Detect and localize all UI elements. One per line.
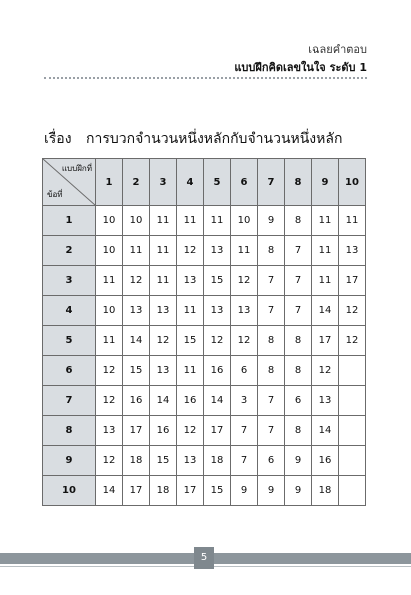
answer-cell: 7: [285, 236, 312, 266]
answer-cell: 13: [177, 446, 204, 476]
answer-cell: 7: [231, 446, 258, 476]
column-header: 2: [123, 159, 150, 206]
answer-cell: 15: [150, 446, 177, 476]
answer-cell: 16: [150, 416, 177, 446]
answer-cell: 12: [312, 356, 339, 386]
column-header: 5: [204, 159, 231, 206]
answer-cell: [339, 356, 366, 386]
answer-cell: 11: [177, 356, 204, 386]
answer-key-label: เฉลยคำตอบ: [308, 43, 367, 56]
answer-cell: 7: [285, 266, 312, 296]
answer-cell: 13: [177, 266, 204, 296]
answer-cell: 10: [123, 206, 150, 236]
answer-cell: 18: [150, 476, 177, 506]
answer-cell: 17: [177, 476, 204, 506]
answer-cell: 7: [258, 386, 285, 416]
answer-cell: 13: [231, 296, 258, 326]
table-row: [43, 206, 366, 236]
row-header: 5: [43, 326, 96, 356]
answer-cell: 9: [231, 476, 258, 506]
answer-cell: 13: [150, 296, 177, 326]
answer-cell: 14: [204, 386, 231, 416]
answer-cell: 8: [285, 326, 312, 356]
column-header: 8: [285, 159, 312, 206]
answer-cell: 16: [204, 356, 231, 386]
answer-cell: 11: [96, 266, 123, 296]
answer-cell: 18: [123, 446, 150, 476]
page-number: 5: [194, 547, 214, 569]
answer-cell: 17: [312, 326, 339, 356]
row-header: 1: [43, 206, 96, 236]
answer-cell: 12: [339, 326, 366, 356]
table-body: [43, 206, 366, 506]
answer-cell: 10: [231, 206, 258, 236]
answer-cell: 8: [258, 236, 285, 266]
answer-cell: 16: [123, 386, 150, 416]
column-header: 3: [150, 159, 177, 206]
row-header: 7: [43, 386, 96, 416]
answer-cell: 7: [285, 296, 312, 326]
answer-cell: 15: [177, 326, 204, 356]
row-header: 8: [43, 416, 96, 446]
answer-cell: 11: [150, 236, 177, 266]
answer-cell: 14: [123, 326, 150, 356]
answer-cell: 13: [204, 236, 231, 266]
answer-cell: 13: [123, 296, 150, 326]
answer-cell: 6: [258, 446, 285, 476]
answer-cell: 14: [312, 296, 339, 326]
answer-cell: 9: [285, 446, 312, 476]
table-row: [43, 296, 366, 326]
answer-cell: 12: [231, 326, 258, 356]
answer-cell: 13: [96, 416, 123, 446]
row-header: 9: [43, 446, 96, 476]
table-row: [43, 356, 366, 386]
row-header: 3: [43, 266, 96, 296]
answer-cell: 15: [123, 356, 150, 386]
answer-cell: 12: [231, 266, 258, 296]
answer-cell: 12: [177, 236, 204, 266]
topic-label: เรื่อง: [44, 131, 72, 147]
topic-title: [44, 128, 342, 150]
corner-exercise-label: แบบฝึกที่: [61, 164, 92, 173]
answer-cell: 11: [96, 326, 123, 356]
answer-cell: 18: [204, 446, 231, 476]
answer-cell: 10: [96, 206, 123, 236]
answer-cell: [339, 416, 366, 446]
answer-cell: 11: [312, 236, 339, 266]
answer-cell: 6: [285, 386, 312, 416]
answer-cell: 7: [231, 416, 258, 446]
answer-cell: 9: [258, 476, 285, 506]
answer-cell: 16: [312, 446, 339, 476]
table-row: [43, 326, 366, 356]
answer-cell: 12: [96, 446, 123, 476]
answer-cell: 13: [204, 296, 231, 326]
row-header: 6: [43, 356, 96, 386]
answer-cell: [339, 386, 366, 416]
answer-cell: 17: [339, 266, 366, 296]
answer-cell: 12: [177, 416, 204, 446]
answer-cell: 12: [204, 326, 231, 356]
dotted-divider: [44, 77, 367, 79]
answer-cell: 11: [150, 206, 177, 236]
answer-cell: 11: [339, 206, 366, 236]
answer-cell: 7: [258, 296, 285, 326]
column-header: 1: [96, 159, 123, 206]
answer-cell: 6: [231, 356, 258, 386]
answer-cell: 7: [258, 416, 285, 446]
answer-table: [42, 158, 366, 506]
answer-cell: 11: [177, 206, 204, 236]
answer-cell: 11: [312, 206, 339, 236]
answer-cell: 14: [312, 416, 339, 446]
answer-cell: 12: [96, 386, 123, 416]
answer-cell: 13: [312, 386, 339, 416]
answer-cell: 11: [177, 296, 204, 326]
table-corner: [43, 159, 96, 206]
answer-cell: 7: [258, 266, 285, 296]
answer-cell: 10: [96, 236, 123, 266]
table-row: [43, 446, 366, 476]
book-title: แบบฝึกคิดเลขในใจ ระดับ 1: [234, 61, 367, 74]
answer-cell: 17: [123, 416, 150, 446]
answer-cell: 8: [285, 416, 312, 446]
answer-cell: 11: [204, 206, 231, 236]
corner-item-label: ข้อที่: [47, 190, 63, 199]
answer-cell: 10: [96, 296, 123, 326]
table-row: [43, 236, 366, 266]
answer-cell: 8: [285, 206, 312, 236]
answer-cell: 8: [285, 356, 312, 386]
table-row: [43, 476, 366, 506]
answer-cell: 13: [339, 236, 366, 266]
row-header: 10: [43, 476, 96, 506]
answer-cell: 11: [231, 236, 258, 266]
answer-cell: 18: [312, 476, 339, 506]
answer-cell: 11: [150, 266, 177, 296]
column-header: 7: [258, 159, 285, 206]
answer-cell: [339, 446, 366, 476]
answer-cell: 9: [285, 476, 312, 506]
answer-cell: 11: [123, 236, 150, 266]
column-header: 10: [339, 159, 366, 206]
answer-cell: 9: [258, 206, 285, 236]
topic-text: การบวกจำนวนหนึ่งหลักกับจำนวนหนึ่งหลัก: [86, 131, 343, 147]
row-header: 2: [43, 236, 96, 266]
column-header: 6: [231, 159, 258, 206]
header-row: [43, 159, 366, 206]
answer-cell: 13: [150, 356, 177, 386]
answer-cell: 12: [123, 266, 150, 296]
answer-cell: 12: [339, 296, 366, 326]
table-row: [43, 416, 366, 446]
answer-cell: 15: [204, 476, 231, 506]
table-row: [43, 266, 366, 296]
answer-cell: 12: [150, 326, 177, 356]
answer-cell: 15: [204, 266, 231, 296]
answer-cell: 17: [123, 476, 150, 506]
answer-cell: [339, 476, 366, 506]
answer-cell: 14: [96, 476, 123, 506]
answer-cell: 16: [177, 386, 204, 416]
column-header: 9: [312, 159, 339, 206]
row-header: 4: [43, 296, 96, 326]
answer-cell: 14: [150, 386, 177, 416]
table-row: [43, 386, 366, 416]
answer-cell: 3: [231, 386, 258, 416]
answer-cell: 11: [312, 266, 339, 296]
answer-cell: 12: [96, 356, 123, 386]
column-header: 4: [177, 159, 204, 206]
answer-cell: 8: [258, 356, 285, 386]
answer-cell: 8: [258, 326, 285, 356]
answer-cell: 17: [204, 416, 231, 446]
